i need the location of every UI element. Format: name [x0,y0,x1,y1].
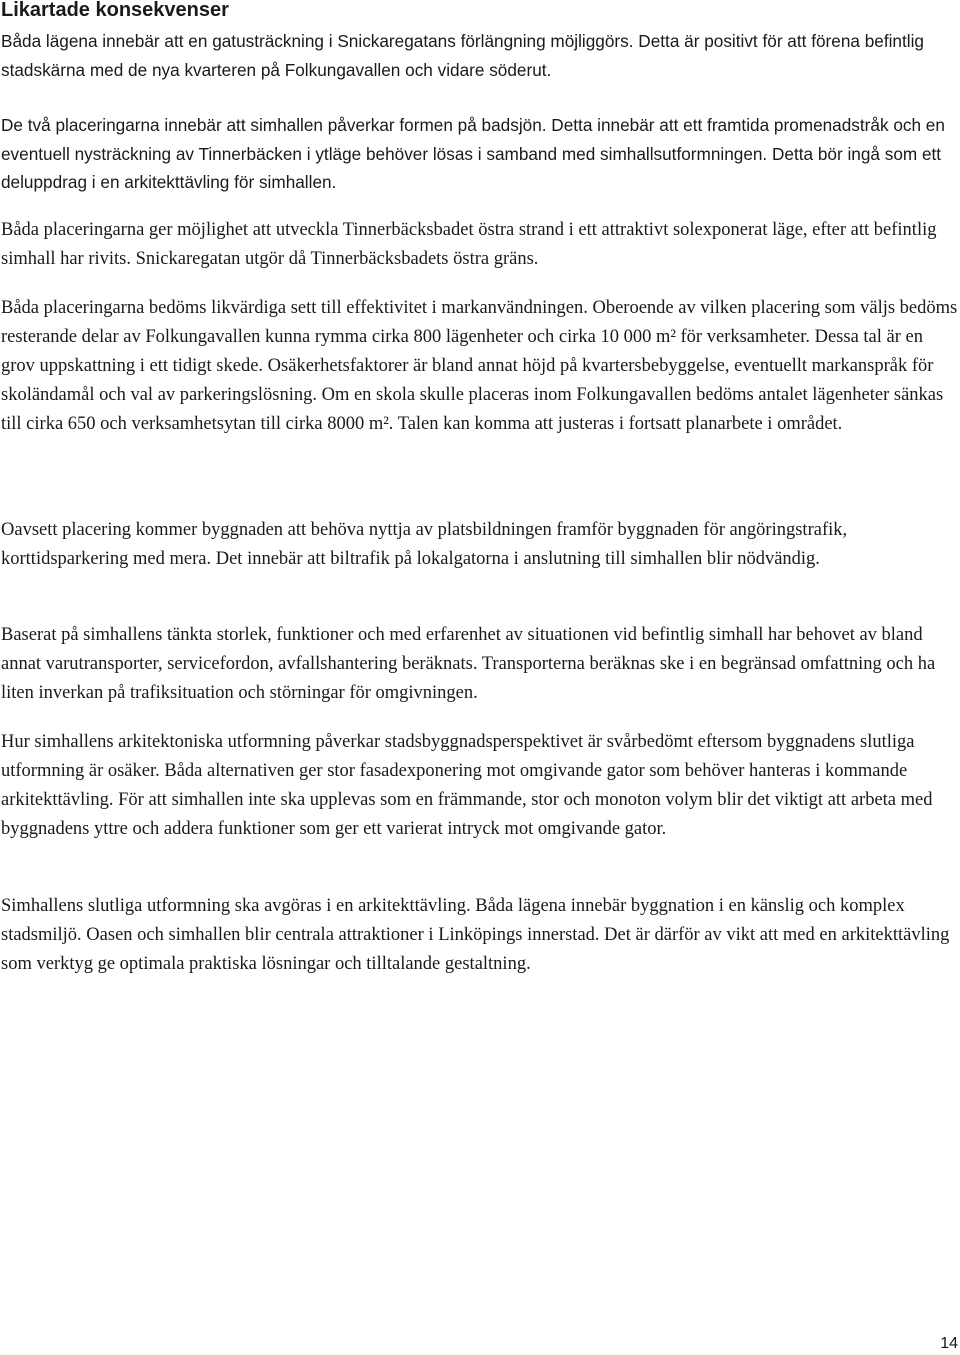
paragraph-east-shore: Båda placeringarna ger möjlighet att utveckla Tinnerbäcksbadet östra strand i ett attraktivt solexponerat läge, efter att befintlig simhall har rivits. Snickaregatan utgör då Tinnerbäcksbadets östra gräns. [1,220,937,269]
section-heading: Likartade konsekvenser [1,0,229,21]
paragraph-badsjon: De två placeringarna innebär att simhallen påverkar formen på badsjön. Detta innebär att ett framtida promenadstråk och en eventuell nysträckning av Tinnerbäcken i ytläge behöver lösas i samband med simhallsutformningen. Detta bör ingå som ett deluppdrag i en arkitekttävling för simhallen. [1,115,945,193]
paragraph-transports: Baserat på simhallens tänkta storlek, funktioner och med erfarenhet av situationen vid befintlig simhall har behovet av bland annat varutransporter, servicefordon, avfallshantering beräknats. Transporterna beräknas ske i en begränsad omfattning och ha liten inverkan på trafiksituation och störningar för omgivningen. [1,625,936,703]
paragraph-street-extension: Båda lägena innebär att en gatusträckning i Snickaregatans förlängning möjliggörs. Detta är positivt för att förena befintlig stadskärna med de nya kvarteren på Folkungavallen och vidare söderut. [1,31,924,80]
paragraph-land-use: Båda placeringarna bedöms likvärdiga sett till effektivitet i markanvändningen. Oberoende av vilken placering som väljs bedöms resterande delar av Folkungavallen kunna rymma cirka 800 lägenheter och cirka 10 000 m² för verksamheter. Dessa tal är en grov uppskattning i ett tidigt skede. Osäkerhetsfaktorer är bland annat höjd på kvartersbebyggelse, eventuellt markanspråk för skoländamål och val av parkeringslösning. Om en skola skulle placeras inom Folkungavallen bedöms antalet lägenheter sänkas till cirka 650 och verksamhetsytan till cirka 8000 m². Talen kan komma att justeras i fortsatt planarbete i området. [1,298,958,434]
paragraph-competition: Simhallens slutliga utformning ska avgöras i en arkitekttävling. Båda lägena innebär byggnation i en känslig och komplex stadsmiljö. Oasen och simhallen blir centrala attraktioner i Linköpings innerstad. Det är därför av vikt att med en arkitekttävling som verktyg ge optimala praktiska lösningar och tilltalande gestaltning. [1,896,950,974]
page-number: 14 [940,1335,958,1352]
paragraph-architecture: Hur simhallens arkitektoniska utformning påverkar stadsbyggnadsperspektivet är svårbedömt eftersom byggnadens slutliga utformning är osäker. Båda alternativen ger stor fasadexponering mot omgivande gator som behöver hanteras i kommande arkitekttävling. För att simhallen inte ska upplevas som en främmande, stor och monoton volym blir det viktigt att arbeta med byggnadens yttre och addera funktioner som ger ett varierat intryck mot omgivande gator. [1,732,933,839]
paragraph-access-traffic: Oavsett placering kommer byggnaden att behöva nyttja av platsbildningen framför byggnaden för angöringstrafik, korttidsparkering med mera. Det innebär att biltrafik på lokalgatorna i anslutning till simhallen blir nödvändig. [1,520,848,569]
